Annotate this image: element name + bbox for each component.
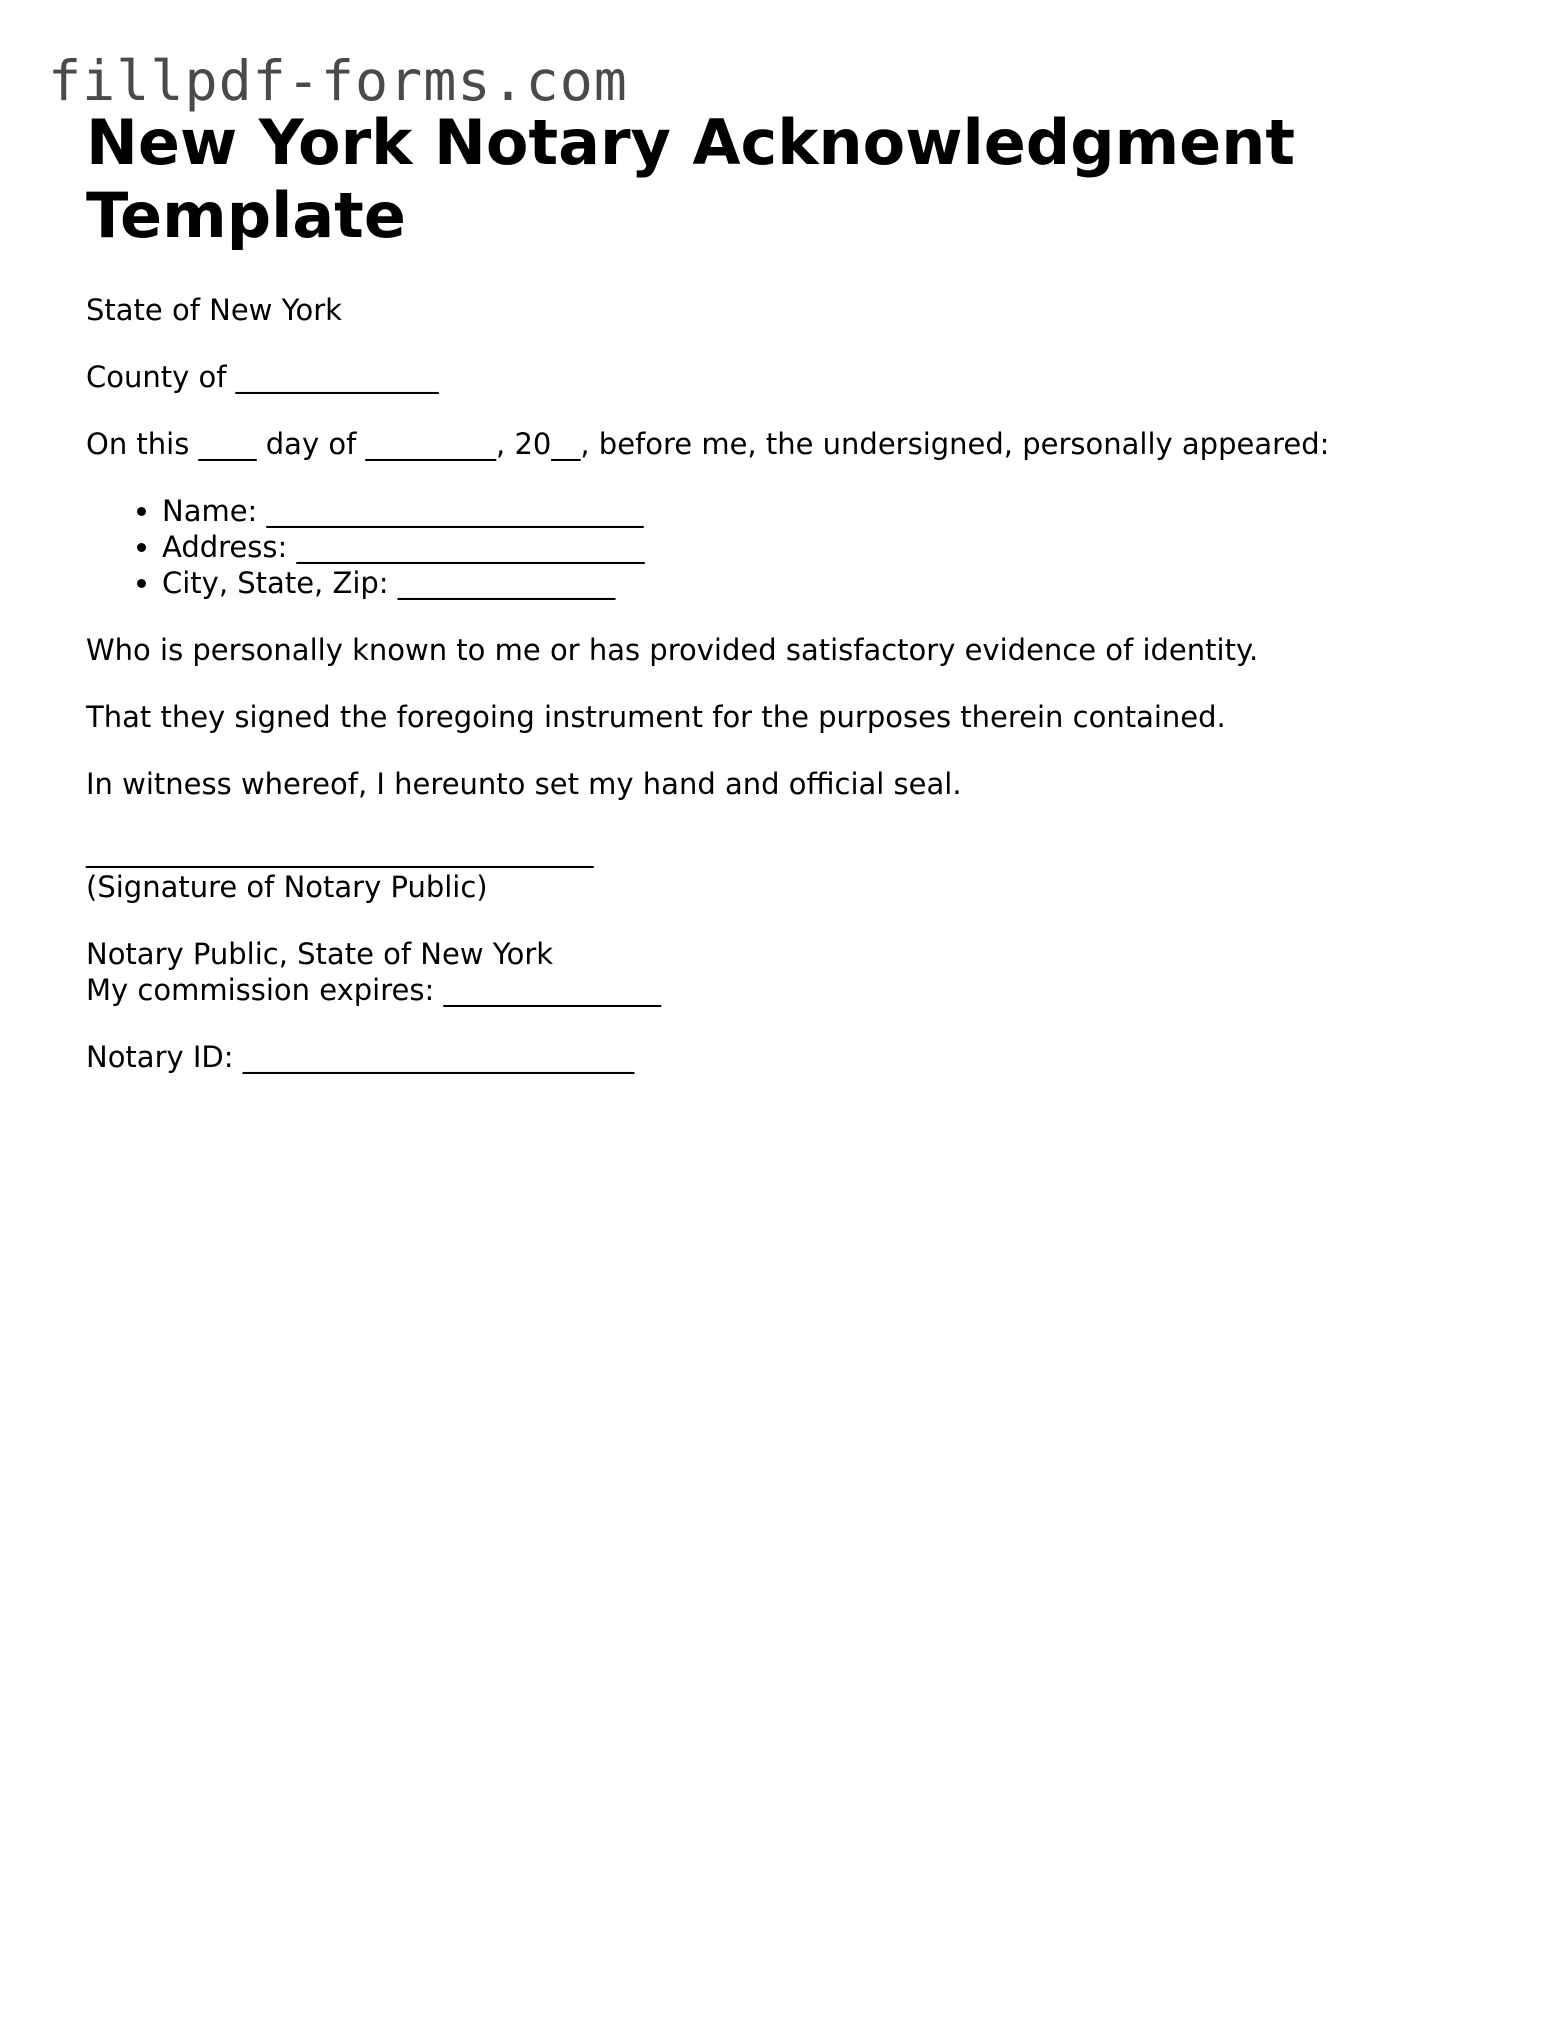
signature-block [86, 833, 1486, 905]
notary-block [86, 936, 1486, 1008]
signed-statement: That they signed the foregoing instrument for the purposes therein contained. [86, 700, 1226, 734]
commission-line: My commission expires: _______________ [86, 973, 661, 1007]
date-line: On this ____ day of _________, 20__, before me, the undersigned, personally appeared: [86, 427, 1330, 461]
notary-title: Notary Public, State of New York [86, 937, 554, 971]
name-field: • Name: __________________________ [162, 493, 1486, 529]
city-state-zip-field: • City, State, Zip: _______________ [162, 565, 1486, 601]
document-body [86, 106, 1486, 1106]
state-line: State of New York [86, 293, 342, 327]
notary-id-line: Notary ID: ___________________________ [86, 1040, 635, 1074]
watermark: fillpdf-forms.com [48, 49, 628, 113]
witness-statement: In witness whereof, I hereunto set my hand and official seal. [86, 767, 962, 801]
identity-statement: Who is personally known to me or has provided satisfactory evidence of identity. [86, 633, 1259, 667]
appearer-fields-list [86, 493, 1486, 601]
address-field: • Address: ________________________ [162, 529, 1486, 565]
document-title: New York Notary Acknowledgment Template [86, 106, 1295, 252]
signature-label: (Signature of Notary Public) [86, 870, 488, 904]
county-line: County of ______________ [86, 360, 439, 394]
signature-line: ___________________________________ [86, 834, 594, 868]
